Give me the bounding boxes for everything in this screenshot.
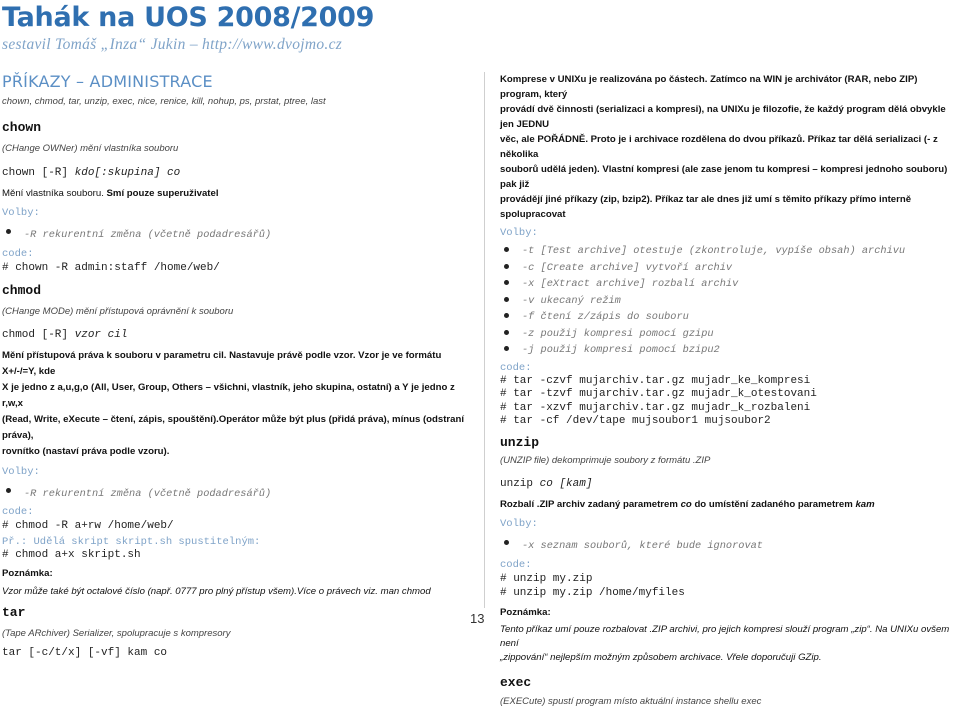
- tar-option-item: [500, 308, 955, 325]
- page-number: 13: [470, 611, 485, 626]
- unzip-note-line: Tento příkaz umí pouze rozbalovat .ZIP archivi, pro jejich kompresi slouží program „zip“. Na UNIXu ovšem není: [500, 623, 950, 649]
- tar-option-text: -f čtení z/zápis do souboru: [522, 311, 689, 323]
- tar-syntax: tar [-c/t/x] [-vf] kam co: [2, 647, 168, 659]
- unzip-text: [500, 497, 955, 512]
- tar-code-line: # tar -xzvf mujarchiv.tar.gz mujadr_k_rozbaleni: [500, 401, 811, 414]
- unzip-code-label: code:: [500, 558, 532, 571]
- unzip-heading: unzip: [500, 434, 540, 450]
- tar-code-line: # tar -cf /dev/tape mujsoubor1 mujsoubor2: [500, 415, 771, 427]
- chmod-option-text: -R rekurentní změna (včetně podadresářů): [24, 488, 272, 500]
- chmod-text-line: rovnítko (nastaví práva podle vzoru).: [2, 446, 170, 457]
- chown-syntax: [2, 162, 470, 180]
- chmod-example-label: Př.: Udělá skript skript.sh spustitelným:: [2, 536, 261, 548]
- tar-option-text: -j použij kompresi pomocí bzipu2: [522, 344, 720, 356]
- chown-code-line: # chown -R admin:staff /home/web/: [2, 262, 220, 274]
- tar-code-block: [500, 375, 955, 429]
- tar-option-item: [500, 325, 955, 342]
- chmod-note: Vzor může také být octalové číslo (např. 0777 pro plný přístup všem).Více o právech viz. man chmod: [2, 586, 431, 597]
- unzip-description: (UNZIP file) dekomprimuje soubory z formátu .ZIP: [500, 454, 711, 466]
- chmod-syntax-args: vzor cil: [74, 329, 128, 341]
- chmod-text: [2, 348, 470, 460]
- unzip-option-text: -x seznam souborů, které bude ignorovat: [522, 539, 763, 552]
- exec-heading: exec: [500, 674, 532, 690]
- chown-code-label: code:: [2, 248, 34, 260]
- tar-option-text: -z použij kompresi pomocí gzipu: [522, 327, 714, 340]
- unzip-text-c: do umístění zadaného parametrem: [691, 498, 856, 510]
- tar-heading: tar: [2, 605, 26, 620]
- chown-heading: chown: [2, 120, 42, 135]
- unzip-syntax: [500, 473, 955, 491]
- chown-description: (CHange OWNer) mění vlastníka souboru: [2, 143, 179, 154]
- chmod-option-item: [2, 483, 470, 501]
- tar-option-text: -v ukecaný režim: [522, 294, 621, 307]
- chown-syntax-prefix: chown [-R]: [2, 167, 75, 179]
- chmod-description: (CHange MODe) mění přístupová oprávnění k souboru: [2, 306, 234, 317]
- tar-option-item: [500, 242, 955, 259]
- tar-options-list: [500, 242, 955, 358]
- intro-line: souborů udělá jeden). Vlastní kompresi (ale zase jenom tu kompresi – kompresi jednoho souboru) pak již: [500, 164, 948, 190]
- unzip-text-b: co: [680, 498, 692, 510]
- chown-text: [2, 186, 470, 201]
- tar-code-line: # tar -czvf mujarchiv.tar.gz mujadr_ke_kompresi: [500, 374, 811, 387]
- chmod-code-line: # chmod -R a+rw /home/web/: [2, 520, 174, 532]
- unzip-code-line: # unzip my.zip /home/myfiles: [500, 586, 685, 599]
- chmod-text-line: (Read, Write, eXecute – čtení, zápis, spouštění).Operátor může být plus (přidá práva), mínus (odstraní práva),: [2, 414, 465, 441]
- chown-option-item: [2, 224, 470, 242]
- tar-option-text: -x [eXtract archive] rozbalí archiv: [522, 278, 739, 290]
- unzip-syntax-args: co [kam]: [539, 477, 593, 490]
- chmod-example-code: # chmod a+x skript.sh: [2, 549, 141, 561]
- unzip-note: [500, 623, 955, 665]
- tar-option-text: -c [Create archive] vytvoří archiv: [522, 261, 733, 274]
- unzip-text-a: Rozbalí .ZIP archiv zadaný parametrem: [500, 498, 681, 510]
- chown-options-label: Volby:: [2, 207, 40, 219]
- tar-option-item: [500, 341, 955, 358]
- unzip-note-label: Poznámka:: [500, 606, 551, 618]
- page-title: Tahák na UOS 2008/2009: [2, 2, 375, 33]
- tar-code-line: # tar -tzvf mujarchiv.tar.gz mujadr_k_otestovani: [500, 388, 817, 400]
- unzip-option-item: [500, 535, 955, 553]
- intro-line: provádí dvě činnosti (serializaci a kompresi), na UNIXu je filozofie, že každý program dělá obvykle jen JEDNU: [500, 104, 946, 130]
- chmod-options-label: Volby:: [2, 466, 40, 478]
- left-column: [2, 0, 470, 659]
- tar-code-label: code:: [500, 361, 532, 374]
- chown-text-plain: Mění vlastníka souboru.: [2, 188, 107, 199]
- chmod-heading: chmod: [2, 283, 42, 298]
- unzip-note-line: „zippování“ nejlepším možným způsobem archivace. Vřele doporučuji GZip.: [500, 651, 822, 663]
- tar-option-item: [500, 259, 955, 276]
- exec-description: (EXECute) spustí program místo aktuální instance shellu exec: [500, 695, 762, 707]
- tar-option-text: -t [Test archive] otestuje (zkontroluje, vypíše obsah) archivu: [522, 245, 906, 257]
- intro-line: provádějí jiné příkazy (zip, bzip2). Příkaz tar ale dnes již umí s těmito příkazy přímo interně spolupracovat: [500, 194, 912, 220]
- intro-line: věc, ale POŘÁDNĚ. Proto je i archivace rozdělena do dvou příkazů. Příkaz tar dělá serializaci (- z několika: [500, 134, 938, 160]
- command-list: chown, chmod, tar, unzip, exec, nice, renice, kill, nohup, ps, prstat, ptree, last: [2, 96, 326, 107]
- section-title: PŘÍKAZY – ADMINISTRACE: [2, 72, 213, 91]
- right-column: [500, 72, 955, 707]
- unzip-syntax-prefix: unzip: [500, 477, 540, 490]
- chown-syntax-args: kdo[:skupina] co: [74, 167, 181, 179]
- page-subtitle: sestavil Tomáš „Inza“ Jukin – http://www.dvojmo.cz: [2, 36, 343, 53]
- chmod-note-label: Poznámka:: [2, 568, 53, 579]
- column-divider: [484, 72, 485, 608]
- tar-option-item: [500, 292, 955, 309]
- tar-options-label: Volby:: [500, 227, 538, 239]
- unzip-text-d: kam: [855, 498, 875, 510]
- tar-option-item: [500, 275, 955, 292]
- chmod-text-line: Mění přístupová práva k souboru v parametru cil. Nastavuje právě podle vzor. Vzor je ve formátu X+/-/=Y, kde: [2, 350, 442, 377]
- chmod-code-label: code:: [2, 506, 34, 518]
- chown-option-text: -R rekurentní změna (včetně podadresářů): [24, 229, 272, 241]
- chown-text-bold: Smí pouze superuživatel: [106, 188, 219, 199]
- unzip-code-line: # unzip my.zip: [500, 572, 593, 585]
- intro-line: Komprese v UNIXu je realizována po částech. Zatímco na WIN je archivátor (RAR, nebo ZIP) program, který: [500, 74, 918, 100]
- compression-intro: [500, 72, 955, 222]
- unzip-options-label: Volby:: [500, 517, 538, 530]
- chmod-text-line: X je jedno z a,u,g,o (All, User, Group, Others – všichni, vlastník, jeho skupina, ostatní) a Y je jedno z r,w,x: [2, 382, 455, 409]
- chmod-syntax: [2, 324, 470, 342]
- tar-description: (Tape ARchiver) Serializer, spolupracuje s kompresory: [2, 628, 231, 639]
- chmod-syntax-prefix: chmod [-R]: [2, 329, 75, 341]
